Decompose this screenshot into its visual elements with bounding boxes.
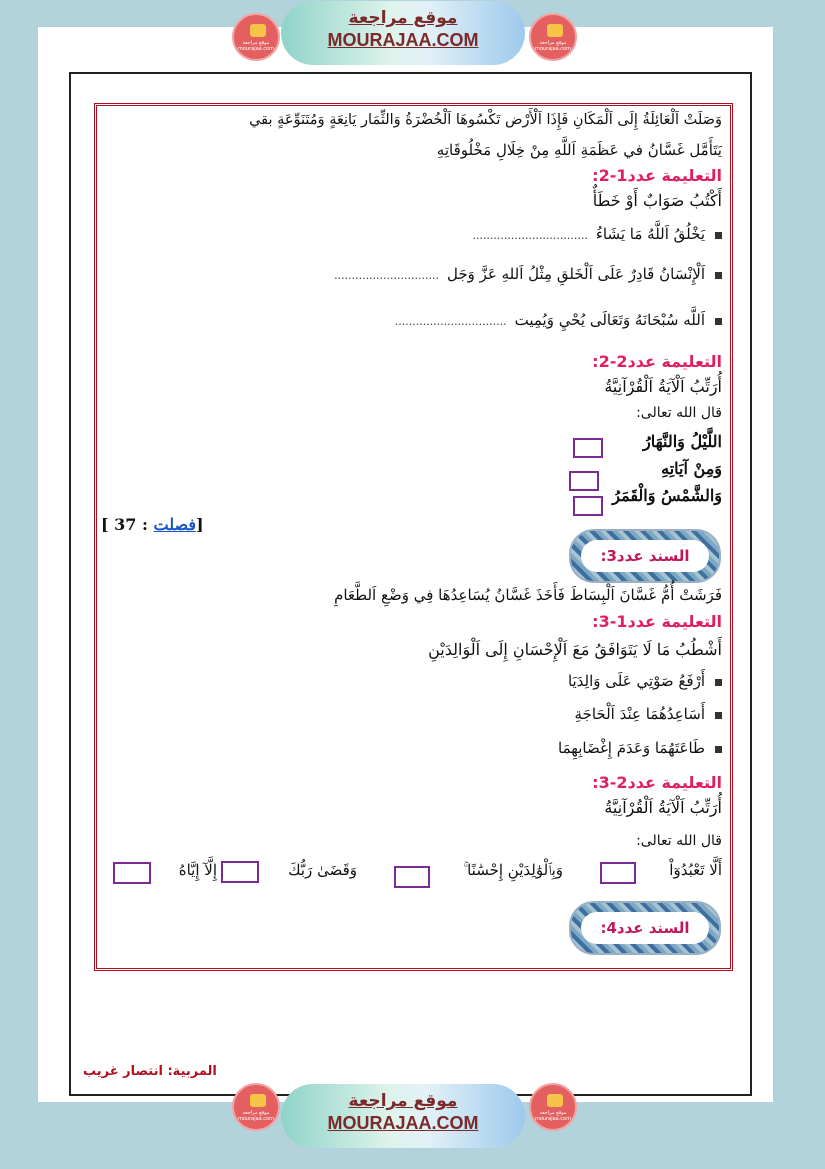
order-box[interactable] [600,862,636,884]
bullet-icon [715,232,722,239]
order-box[interactable] [569,471,599,491]
allah-said-label: قال الله تعالى: [636,405,722,421]
sanad-3-label: السند عدد3: [600,547,690,565]
footer-site-name-en[interactable]: MOURAJAA.COM [327,1113,479,1133]
list-item[interactable] [575,705,722,723]
bullet-icon [715,318,722,325]
sanad-3-text: فَرَشَتْ أُمُّ غَسَّانَ اَلْبِسَاطَ فَأَخَذَ غَسَّانُ يُسَاعِدُهَا فِي وَضْعِ اَلطَّعَامِ [334,586,722,604]
allah-said-label: قال الله تعالى: [636,833,722,849]
sanad-3-label-box [581,540,709,572]
sanad-3-badge [569,529,721,583]
order-box[interactable] [113,862,151,884]
list-item [334,265,722,283]
instruction-1-3-prompt: أَشْطُبُ مَا لَا يَتَوَافَقُ مَعَ اَلْإِحْسَانِ إِلَى اَلْوَالِدَيْنِ [428,640,722,659]
logo-text: موقع مراجعة mourajaa.com [534,1110,571,1122]
order-box[interactable] [394,866,430,888]
book-icon [547,24,563,37]
bullet-icon [715,712,722,719]
list-item [395,311,722,329]
intro-line-2: يَتَأَمَّل غَسَّانُ في عَظَمَةِ اَللَّهِ مِنْ خِلَالِ مَخْلُوقَاتِهِ [436,141,722,159]
order-box[interactable] [573,438,603,458]
teacher-name: المربية: انتصار غريب [83,1064,217,1079]
list-item[interactable] [568,672,722,690]
statement-text: يَخْلُقُ اَللَّهُ مَا يَشَاءُ [595,225,705,243]
verse-part: وَقَضَىٰ رَبُّكَ [288,861,357,879]
site-logo-right-icon[interactable] [529,1083,577,1131]
logo-text: موقع مراجعة mourajaa.com [237,40,274,52]
book-icon [250,24,266,37]
bullet-icon [715,272,722,279]
site-logo-left-icon[interactable] [232,13,280,61]
verse-part: وَبِٱلْوَٰلِدَيْنِ إِحْسَٰنًا ۚ [463,861,563,879]
header-site-name-en[interactable]: MOURAJAA.COM [327,30,479,50]
verse-part: أَلَّا تَعْبُدُوٓاْ [669,861,722,879]
book-icon [547,1094,563,1107]
list-item[interactable] [558,739,722,757]
answer-blank[interactable]: .............................. [334,269,439,282]
sanad-4-label: السند عدد4: [600,919,690,937]
verse-part: وَالشَّمْسُ وَالْقَمَرُ [612,486,722,505]
ref-close-bracket: ] [196,515,204,534]
instruction-1-3-heading: التعليمة عدد1-3: [592,612,722,631]
instruction-1-2-prompt: أَكْتُبُ صَوَابٌ أَوْ خَطَأٌ [592,191,722,210]
footer-banner[interactable] [281,1084,525,1148]
sanad-4-badge [569,901,721,955]
instruction-1-2-heading: التعليمة عدد1-2: [592,166,722,185]
list-item [472,225,722,243]
option-text[interactable]: طَاعَتَهُمَا وَعَدَمَ إِغْضَابِهِمَا [558,739,705,757]
book-icon [250,1094,266,1107]
logo-text: موقع مراجعة mourajaa.com [237,1110,274,1122]
header-banner[interactable] [281,1,525,65]
option-text[interactable]: أَرْفَعُ صَوْتِي عَلَى وَالِدَيَا [567,672,705,690]
instruction-2-3-heading: التعليمة عدد2-3: [592,773,722,792]
instruction-2-3-prompt: أُرَتِّبُ اَلْآيَةُ اَلْقُرْآنِيَّةُ [604,798,722,817]
ref-verse-number: 37 [114,515,137,534]
answer-blank[interactable]: ................................ [394,315,507,328]
statement-text: اَللَّه سُبْحَانَهُ وَتَعَالَى يُحْيِ وَيُمِيت [514,311,705,329]
surah-name-link[interactable]: فصلت [153,515,197,534]
logo-text: موقع مراجعة mourajaa.com [534,40,571,52]
ref-open-bracket: [ [101,515,109,534]
surah-reference [101,515,204,534]
bullet-icon [715,746,722,753]
footer-site-name-ar[interactable]: موقع مراجعة [348,1091,458,1111]
bullet-icon [715,679,722,686]
order-box[interactable] [573,496,603,516]
sanad-4-label-box [581,912,709,944]
header-site-name-ar[interactable]: موقع مراجعة [348,8,458,28]
instruction-2-2-prompt: أُرَتِّبُ اَلْآيَةُ اَلْقُرْآنِيَّةُ [604,377,722,396]
statement-text: اَلْإِنْسَانُ قَادِرٌ عَلَى اَلْخَلقِ مِثْلُ اَللهِ عَزَّ وَجَل [447,265,705,283]
option-text[interactable]: أَسَاعِدُهُمَا عِنْدَ اَلْحَاجَةِ [574,705,705,723]
verse-part: اللَّيْلُ وَالنَّهَارُ [643,432,722,451]
site-logo-right-icon[interactable] [529,13,577,61]
intro-line-1: وَصَلَتْ اَلْعَائِلَةُ إِلَى اَلْمَكَانِ فَإِذَا اَلْأَرْض تَكْسُوهَا اَلْخُضْرَةُ وَالثِّمَار يَانِعَةٍ وَمُتَنَوِّعَةٍ بقي [249,112,722,128]
answer-blank[interactable]: ................................. [472,229,588,242]
instruction-2-2-heading: التعليمة عدد2-2: [592,352,722,371]
order-box[interactable] [221,861,259,883]
verse-part: إِلَّآ إِيَّاهُ [178,861,217,879]
site-logo-left-icon[interactable] [232,1083,280,1131]
verse-part: وَمِنْ آيَاتِهِ [661,459,722,478]
ref-separator: : [142,515,148,534]
